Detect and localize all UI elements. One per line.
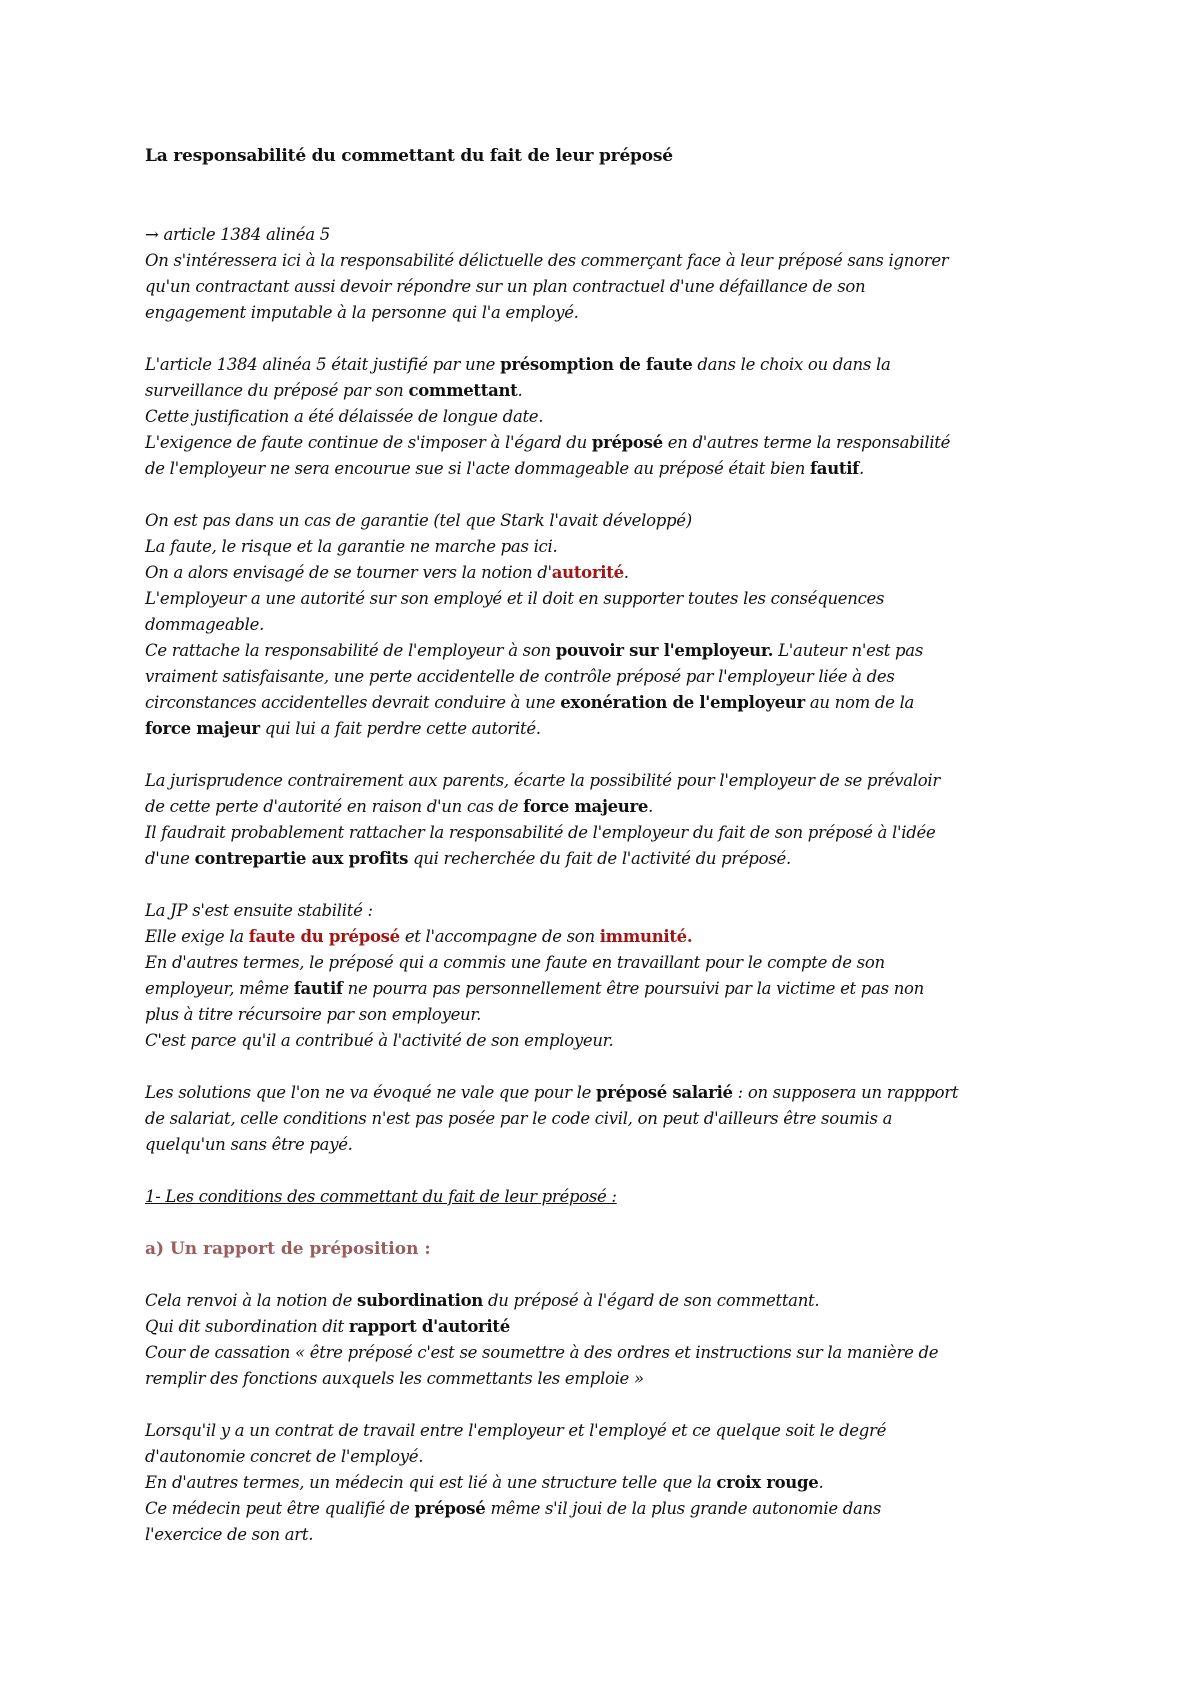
text-run: Les solutions que l'on ne va évoqué ne vale que pour le bbox=[145, 1083, 597, 1102]
text-line bbox=[145, 430, 1080, 456]
bold-term: subordination bbox=[357, 1291, 484, 1310]
text-run: Cela renvoi à la notion de bbox=[145, 1291, 357, 1310]
text-line: d'autonomie concret de l'employé. bbox=[145, 1447, 424, 1466]
bold-term: préposé bbox=[414, 1499, 486, 1518]
text-run: en d'autres terme la responsabilité bbox=[662, 433, 951, 452]
text-run: . bbox=[623, 563, 629, 582]
text-run: : on supposera un rappport bbox=[732, 1083, 959, 1102]
text-line: plus à titre récursoire par son employeur. bbox=[145, 1005, 482, 1024]
text-line: dommageable. bbox=[145, 615, 265, 634]
paragraph-subordination bbox=[145, 1288, 1080, 1392]
text-run: au nom de la bbox=[804, 693, 915, 712]
text-line: vraiment satisfaisante, une perte accidentelle de contrôle préposé par l'employeur liée à des bbox=[145, 667, 895, 686]
paragraph-justification bbox=[145, 352, 1080, 482]
text-line bbox=[145, 560, 1080, 586]
red-term: autorité bbox=[551, 563, 624, 582]
text-line bbox=[145, 378, 1080, 404]
text-line: La faute, le risque et la garantie ne marche pas ici. bbox=[145, 537, 558, 556]
text-run: de l'employeur ne sera encourue sue si l'acte dommageable au préposé était bien bbox=[145, 459, 810, 478]
bold-term: rapport d'autorité bbox=[348, 1317, 510, 1336]
subsection-heading-a: a) Un rapport de préposition : bbox=[145, 1239, 431, 1259]
text-line: qu'un contractant aussi devoir répondre sur un plan contractuel d'une défaillance de son bbox=[145, 277, 866, 296]
bold-term: force majeur bbox=[145, 719, 260, 738]
red-term: faute du préposé bbox=[248, 927, 400, 946]
text-line: La jurisprudence contrairement aux parents, écarte la possibilité pour l'employeur de se prévaloir bbox=[145, 771, 940, 790]
text-run: Qui dit subordination dit bbox=[145, 1317, 349, 1336]
text-line bbox=[145, 1080, 1080, 1106]
paragraph-work-contract bbox=[145, 1418, 1080, 1548]
text-run: et l'accompagne de son bbox=[399, 927, 600, 946]
text-run: . bbox=[686, 927, 693, 946]
text-line bbox=[145, 794, 1080, 820]
text-line bbox=[145, 690, 1080, 716]
text-line: l'exercice de son art. bbox=[145, 1525, 314, 1544]
text-line: La JP s'est ensuite stabilité : bbox=[145, 901, 373, 920]
text-run: Ce médecin peut être qualifié de bbox=[145, 1499, 415, 1518]
text-line bbox=[145, 716, 1080, 742]
text-run: . bbox=[858, 459, 864, 478]
text-run: En d'autres termes, un médecin qui est lié à une structure telle que la bbox=[145, 1473, 717, 1492]
paragraph-jurisprudence bbox=[145, 768, 1080, 872]
bold-term: commettant bbox=[408, 381, 518, 400]
text-run: L'exigence de faute continue de s'imposer à l'égard du bbox=[145, 433, 592, 452]
text-line: quelqu'un sans être payé. bbox=[145, 1135, 353, 1154]
bold-term: fautif bbox=[293, 979, 343, 998]
document-title: La responsabilité du commettant du fait de leur préposé bbox=[145, 146, 673, 166]
bold-term: contrepartie aux profits bbox=[194, 849, 409, 868]
text-run: dans le choix ou dans la bbox=[692, 355, 891, 374]
section-title: 1- Les conditions des commettant du fait de leur préposé : bbox=[145, 1187, 617, 1206]
text-run: . bbox=[517, 381, 523, 400]
bold-term: préposé salarié bbox=[596, 1083, 733, 1102]
text-line bbox=[145, 638, 1080, 664]
text-run: Elle exige la bbox=[145, 927, 249, 946]
text-run: L'auteur n'est pas bbox=[773, 641, 923, 660]
text-line bbox=[145, 1496, 1080, 1522]
text-line bbox=[145, 1288, 1080, 1314]
text-line bbox=[145, 1470, 1080, 1496]
text-line bbox=[145, 846, 1080, 872]
text-run: du préposé à l'égard de son commettant. bbox=[483, 1291, 820, 1310]
text-line bbox=[145, 976, 1080, 1002]
text-line bbox=[145, 924, 1080, 950]
text-run: d'une bbox=[145, 849, 195, 868]
text-run: employeur, même bbox=[145, 979, 294, 998]
paragraph-authority bbox=[145, 508, 1080, 742]
text-run: . bbox=[648, 797, 654, 816]
bold-term: exonération de l'employeur bbox=[560, 693, 805, 712]
text-line: de salariat, celle conditions n'est pas posée par le code civil, on peut d'ailleurs être soumis a bbox=[145, 1109, 893, 1128]
intro-paragraph bbox=[145, 222, 1080, 326]
section-heading-1 bbox=[145, 1184, 1080, 1210]
bold-term: croix rouge bbox=[716, 1473, 819, 1492]
text-run: même s'il joui de la plus grande autonomie dans bbox=[485, 1499, 882, 1518]
text-line: C'est parce qu'il a contribué à l'activité de son employeur. bbox=[145, 1031, 614, 1050]
text-run: On a alors envisagé de se tourner vers la notion d' bbox=[145, 563, 552, 582]
text-line: On est pas dans un cas de garantie (tel que Stark l'avait développé) bbox=[145, 511, 692, 530]
text-run: Ce rattache la responsabilité de l'employeur à son bbox=[145, 641, 556, 660]
text-run: circonstances accidentelles devrait conduire à une bbox=[145, 693, 561, 712]
text-run: . bbox=[818, 1473, 824, 1492]
text-run: L'article 1384 alinéa 5 était justifié par une bbox=[145, 355, 501, 374]
text-run: qui recherchée du fait de l'activité du préposé. bbox=[408, 849, 791, 868]
text-line: En d'autres termes, le préposé qui a commis une faute en travaillant pour le compte de son bbox=[145, 953, 885, 972]
bold-term: force majeure bbox=[523, 797, 649, 816]
text-line: Lorsqu'il y a un contrat de travail entre l'employeur et l'employé et ce quelque soit le degré bbox=[145, 1421, 887, 1440]
text-line bbox=[145, 1314, 1080, 1340]
text-line bbox=[145, 352, 1080, 378]
text-line: Il faudrait probablement rattacher la responsabilité de l'employeur du fait de son préposé à l'idée bbox=[145, 823, 936, 842]
text-run: qui lui a fait perdre cette autorité. bbox=[259, 719, 541, 738]
red-term: immunité bbox=[599, 927, 687, 946]
text-line: Cette justification a été délaissée de longue date. bbox=[145, 407, 544, 426]
text-line bbox=[145, 456, 1080, 482]
text-line: remplir des fonctions auxquels les commettants les emploie » bbox=[145, 1369, 644, 1388]
text-line: L'employeur a une autorité sur son employé et il doit en supporter toutes les conséquences bbox=[145, 589, 885, 608]
bold-term: présomption de faute bbox=[500, 355, 693, 374]
bold-term: fautif bbox=[810, 459, 859, 478]
paragraph-salaried bbox=[145, 1080, 1080, 1158]
text-line: engagement imputable à la personne qui l'a employé. bbox=[145, 303, 579, 322]
bold-term: préposé bbox=[591, 433, 663, 452]
text-run: ne pourra pas personnellement être poursuivi par la victime et pas non bbox=[342, 979, 925, 998]
text-line: On s'intéressera ici à la responsabilité délictuelle des commerçant face à leur préposé sans ignorer bbox=[145, 251, 949, 270]
text-run: de cette perte d'autorité en raison d'un cas de bbox=[145, 797, 524, 816]
article-reference: → article 1384 alinéa 5 bbox=[145, 225, 330, 244]
paragraph-immunity bbox=[145, 898, 1080, 1054]
text-run: surveillance du préposé par son bbox=[145, 381, 409, 400]
text-line: Cour de cassation « être préposé c'est se soumettre à des ordres et instructions sur la manière de bbox=[145, 1343, 939, 1362]
bold-term: pouvoir sur l'employeur. bbox=[555, 641, 774, 660]
